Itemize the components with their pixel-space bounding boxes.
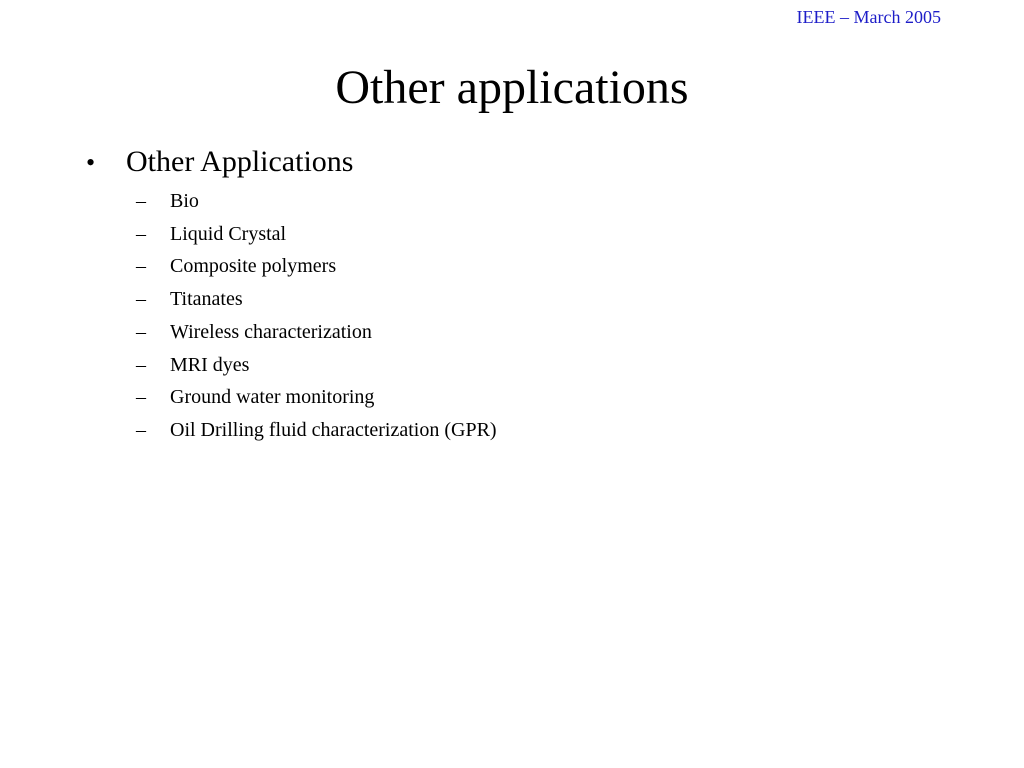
sub-item-label: Bio <box>170 190 199 212</box>
bullet-label: Other Applications <box>126 145 354 178</box>
bullet-item <box>86 144 497 181</box>
sub-item-label: Oil Drilling fluid characterization (GPR) <box>170 418 497 441</box>
header-date-note: IEEE – March 2005 <box>796 7 941 27</box>
sub-item-bio <box>136 185 497 218</box>
dash-marker: – <box>136 320 146 343</box>
sub-item-label: Liquid Crystal <box>170 222 287 245</box>
sub-item-label: Wireless characterization <box>170 320 372 343</box>
sub-item-label: Ground water monitoring <box>170 386 375 409</box>
dash-marker: – <box>136 418 146 441</box>
dash-marker: – <box>136 190 146 212</box>
sub-item-label: Titanates <box>170 288 243 311</box>
dash-marker: – <box>136 353 146 376</box>
sub-item-liquid-crystal <box>136 218 497 251</box>
sub-item-mri-dyes <box>136 349 497 382</box>
sub-item-titanates <box>136 283 497 316</box>
sub-item-composite-polymers <box>136 250 497 283</box>
sub-item-label: Composite polymers <box>170 255 337 278</box>
sub-list <box>136 185 497 447</box>
dash-marker: – <box>136 222 146 245</box>
bullet-list <box>86 144 497 447</box>
dash-marker: – <box>136 255 146 278</box>
sub-item-ground-water-monitoring <box>136 381 497 414</box>
dash-marker: – <box>136 288 146 311</box>
dash-marker: – <box>136 386 146 409</box>
sub-item-oil-drilling-fluid <box>136 414 497 447</box>
bullet-marker: • <box>86 148 96 177</box>
sub-item-wireless-characterization <box>136 316 497 349</box>
sub-item-label: MRI dyes <box>170 353 250 376</box>
slide-title: Other applications <box>335 61 689 114</box>
